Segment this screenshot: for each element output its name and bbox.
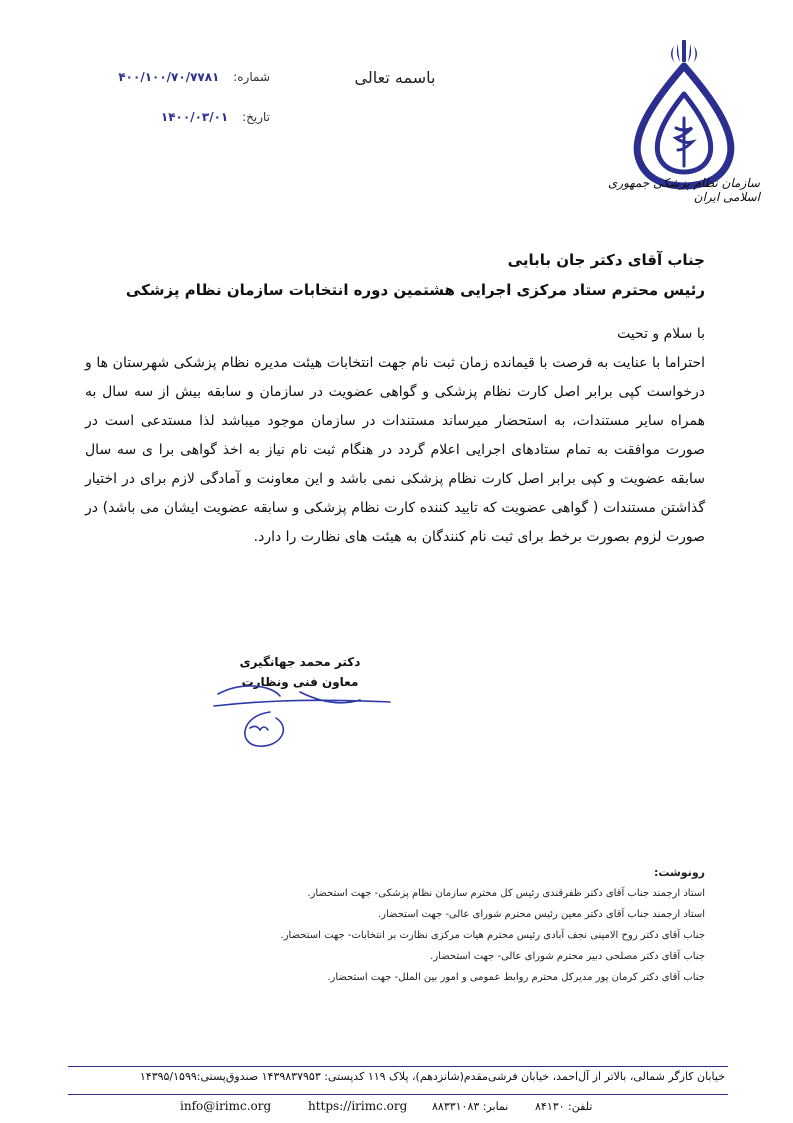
handwritten-signature (210, 672, 410, 752)
number-value: ۴۰۰/۱۰۰/۷۰/۷۷۸۱ (118, 70, 220, 84)
email-link[interactable]: info@irimc.org (180, 1099, 272, 1113)
cc-item: جناب آقای دکتر مصلحی دبیر محترم شورای عالی- جهت استحضار. (430, 951, 705, 962)
cc-title: رونوشت: (653, 866, 705, 879)
letter-number (100, 70, 270, 84)
phone-number: تلفن: ۸۴۱۳۰ (535, 1100, 593, 1113)
number-label: شماره: (233, 70, 270, 84)
addressee-block (85, 245, 705, 305)
letter-date (100, 110, 270, 124)
cc-item: جناب آقای دکتر کرمان پور مدیرکل محترم روابط عمومی و امور بین الملل- جهت استحضار. (327, 972, 705, 983)
date-label: تاریخ: (242, 110, 270, 124)
signer-name: دکتر محمد جهانگیری (239, 655, 361, 669)
basmala: باسمه تعالی (354, 68, 436, 87)
letter-body (85, 320, 705, 552)
footer-address: خیابان کارگر شمالی، بالاتر از آل‌احمد، خیابان فرشی‌مقدم(شانزدهم)، پلاک ۱۱۹ کدپستی: ۱۴۳۹۸۳۷۹۵۳ صندوق‌پستی:۱۴۳۹۵/۱۵۹۹ (139, 1070, 725, 1083)
footer-divider-top (68, 1066, 728, 1067)
addressee-position: رئیس محترم ستاد مرکزی اجرایی هشتمین دوره انتخابات سازمان نظام پزشکی (125, 281, 705, 299)
cc-list (185, 862, 705, 988)
body-paragraph: احتراما با عنایت به فرصت با قیمانده زمان ثبت نام جهت انتخابات هیئت مدیره نظام پزشکی شهرستان ها و درخواست کپی برابر اصل کارت نظام پزشکی و گواهی عضویت در سازمان و سابقه بیش از سه سال به همراه سایر مستندات، به استحضار میرساند مستندات در سازمان موجود میباشد لذا مستدعی است در صورت موافقت به تمام ستادهای اجرایی اعلام گردد در هنگام ثبت نام نیاز به اخذ گواهی برا ی سه سال سابقه عضویت و کپی برابر اصل کارت نظام پزشکی نمی باشد و این معاونت و آمادگی لازم برای در اختیار گذاشتن مستندات ( گواهی عضویت که تایید کننده کارت نظام پزشکی و سابقه عضویت ایشان می باشد) در صورت لزوم بصورت برخط برای ثبت نام کنندگان به هیئت های نظارت را دارد. (85, 355, 705, 545)
cc-item: استاد ارجمند جناب آقای دکتر معین رئیس محترم شورای عالی- جهت استحضار. (378, 909, 705, 920)
cc-item: استاد ارجمند جناب آقای دکتر ظفرقندی رئیس کل محترم سازمان نظام پزشکی- جهت استحضار. (307, 888, 705, 899)
addressee-name: جناب آقای دکتر جان بابایی (507, 251, 705, 269)
organization-name: سازمان نظام پزشکی جمهوری اسلامی ایران (607, 176, 760, 204)
fax-number: نمابر: ۸۸۳۳۱۰۸۳ (432, 1100, 509, 1113)
cc-item: جناب آقای دکتر روح الامینی نجف آبادی رئیس محترم هیات مرکزی نظارت بر انتخابات- جهت استحضار. (280, 930, 705, 941)
footer-divider-bottom (68, 1094, 728, 1095)
date-value: ۱۴۰۰/۰۳/۰۱ (160, 110, 229, 124)
website-link[interactable]: https://irimc.org (308, 1099, 408, 1113)
signer-title: معاون فنی ونظارت (241, 675, 359, 689)
greeting: با سلام و تحیت (617, 326, 705, 342)
